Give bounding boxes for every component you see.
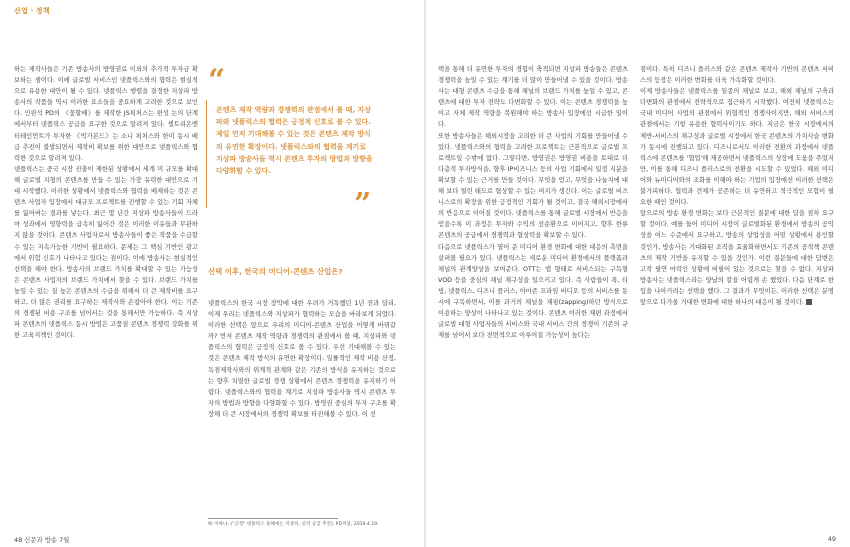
paragraph: 하는 제작사들은 기존 방송사의 방영권료 이외의 추가적 투자금 확보하는 셈이다. 이에 글로벌 서비스인 넷플릭스와의 협력은 현실적으로 유용한 대안이 될 수 있다. 넷플릭스 행렬을 결정한 지상파 방송사의 작품들 역시 이러한 요소들을 중요하게 고려한 것으로 보인다. 인판석 PD의 《꽃할배》를 제작한 JS픽처스는 편성 논의 단계에서부터 넷플릭스 공급을 요구한 것으로 알려져 있다. 셀트리온엔터테인먼트가 투자한 《빅가본드》는 소니 픽처스와 한미 동시 배급 추진이 불발되면서 제작비 확보를 위한 대안으로 넷플릭스와 협력한 것으로 알려져 있다.	[14, 66, 198, 162]
paragraph: 또한 방송사들은 해외시장을 고려한 더 큰 사업의 기회를 만들어낼 수 있다. 넷플릭스와의 협력을 고려한 프로젝트는 근본적으로 글로벌 프로젝트일 수밖에 없다. 그렇다면, 방영권은 방영권 비용을 토대로 더 다층적 투자방식을, 향후 IP비즈니스 등의 사업 기회에서 일정 지분을 확보할 수 있는 근거를 만들 것이다. 무엇을 얻고, 무엇을 나눌지에 대해 보다 열린 태도로 협상할 수 있는 여지가 생긴다. 이는 글로벌 비즈니스로의 확장을 위한 긍정적인 기회가 될 것이고, 결국 해외시장에서의 반응으로 이어질 것이다. 넷플릭스를 통해 글로벌 시장에서 반응을 얻을수록 이 과정은 투자와 수익의 선순환으로 이어지고, 향후 한류 콘텐츠의 공급에서 경쟁력과 협상력을 확보할 수 있다.	[438, 132, 628, 240]
section-subheading: 선택 이후, 한국의 미디어-콘텐츠 산업은?	[208, 267, 343, 276]
footnote-rule	[208, 518, 338, 519]
column-3	[438, 64, 628, 530]
folio-left: 48 신문과 방송 7월	[14, 536, 70, 544]
column-2	[208, 298, 396, 516]
footnote: 9) 이하나, ("긍정" 넷플릭스 올해에는 지상파, 신작 공급 추진), PD저널, 2019.4.19.	[208, 522, 379, 527]
column-4	[640, 64, 834, 504]
end-mark-icon	[806, 299, 812, 305]
paragraph: 넷플릭스의 한국 시장 장악에 대한 우려가 거독했던 1년 전과 달리, 이제 우리는 넷플릭스와 지상파가 협력하는 모습을 바라보게 되었다. 이러한 선택은 앞으로 우리의 미디어-콘텐츠 산업을 어떻게 바꿔갈까? 먼저 콘텐츠 제작 역량과 경쟁력의 관점에서 볼 때, 지상파와 넷플릭스의 협력은 긍정적 신호로 볼 수 있다. 우선 기대해볼 수 있는 것은 콘텐츠 제작 방식의 유연한 확장이다. 일률적인 제작 비용 산정, 독점제작사와의 위계적 관계와 같은 기존의 방식을 유지하는 것으로는 향후 치열한 글로벌 경쟁 상황에서 콘텐츠 경쟁력을 유지하기 어렵다. 넷플릭스와의 협력을 계기로 지상파 방송사들 역시 콘텐츠 투자의 방법과 방향을 다양화할 수 있다. 방영권 중심의 투자 구조를 확장해 더 큰 시장에서의 경쟁력 확보를 타진해볼 수 있다. 이 선	[208, 300, 396, 418]
paragraph: 다음으로 넷플릭스가 열어 준 미디어 환경 변화에 대한 대응의 측면을 살펴볼 필요가 있다. 넷플릭스는 새로운 미디어 환경에서의 플랫폼과 채널의 관계양상을 보여준다. OTT는 앱 형태로 서비스되는 구독형 VOD 등을 중심의 채널 재구성을 일으키고 있다. 즉 사람들이 폭, 티빙, 넷플릭스, 디즈니 플러스, 아마존 프라임 비디오 등의 서비스를 동시에 구독하면서, 이를 과거의 채널을 재핑(zapping)하던 방식으로 이용하는 양상이 나타나고 있는 것이다. 콘텐츠 이러한 재편 과정에서 글로벌 대형 사업자들의 서비스와 국내 서비스 간의 경쟁이 기존의 규제를 넘어서 보다 전면적으로 이루어질 가능성이 높다는	[438, 243, 628, 340]
paragraph: 넷플릭스는 중국 시장 진출이 제한된 상황에서 세계 미 규모를 확대해 글로벌 지형의 콘텐츠를 만들 수 있는 가장 유력한 대안으로 기대 시작했다. 이러한 상황에서 넷플릭스와 협력을 배제하는 것은 콘텐츠 사업자 입장에서 대규모 프로젝트를 진행할 수 있는 기회 자체를 잃어버는 결과를 낳는다. 최근 몇 년간 지상파 방송사들이 드라마 성과에서 영향력을 급속히 잃어간 것은 이러한 이유들과 무관하지 않을 것이다. 콘텐츠 사업자로서 방송사들이 좋은 작품을 수급할 수 있는 지속가능한 기반이 필요하다. 문제는 그 핵심 기반인 광고에서 위험 신호가 나타나고 있다는 점이다. 이에 방송사는 현실적인 선택을 해야 한다. 방송사의 브랜드 가치를 확대할 수 있는 가능성은 콘텐츠 사업자의 브랜드 가치에서 찾을 수 있다. 브랜드 가치를 높일 수 있는 질 높은 콘텐츠의 수급을 위해서 더 큰 제작비를 요구하고, 더 많은 권리를 요구하는 제작사와 손잡아야 한다. 이는 기존의 경쟁된 비용 구조를 넘어서는 것을 통해서만 가능하다. 즉 지상파 콘텐츠의 넷플릭스 동시 방영은 고품질 콘텐츠 경쟁력 강화를 위한 고육지책인 것이다.	[14, 165, 198, 340]
paragraph: 점이다. 특히 디즈니 플러스와 같은 콘텐츠 제작사 기반의 콘텐츠 서비스의 등장은 이러한 변화를 더욱 가속화할 것이다.	[640, 66, 834, 85]
column-1	[14, 64, 198, 516]
folio-right: 49	[827, 535, 836, 543]
left-page	[0, 0, 424, 547]
right-page	[426, 0, 850, 547]
paragraph	[640, 208, 834, 308]
quote-rule	[206, 100, 207, 208]
pull-quote	[206, 63, 374, 222]
open-quote-icon: “	[208, 63, 226, 98]
close-quote-icon: ”	[354, 187, 372, 222]
paragraph-text: 앞으로의 방송 환경 변화는 보다 근본적인 질문에 대한 답을 점차 요구할 것이다. 예를 들어 미디어 시장이 글로벌화된 환경에서 방송의 공익성을 어느 수준에서 요구하고, 방송의 상업성을 어떤 상황에서 용인할 것인가, 방송사는 거대화된 조직을 효율화하면서도 기존의 공적책 콘텐츠의 제작 기반을 유지할 수 있을 것인가. 이런 질문들에 대한 답변은 고작 필연 마력인 상황에 버릴어 있는 것으로는 찾을 수 없다. 지상파 방송사는 넷플릭스라는 양날의 칼을 어렵게 손 했었다. 다음 단계로 한 입을 나아가려는 선택을 했다. 그 결과가 무엇이든, 이러한 선택은 분명 앞으로 다가올 거대한 변화에 대한 하나의 대응이 될 것이다.	[640, 210, 834, 306]
paragraph: 이제 방송사들은 넷플릭스를 일종의 채널로 보고, 해외 채널의 구축과 다변화의 관점에서 전략적으로 접근하기 시작했다. 여전히 넷플릭스는 국내 미디어 사업의 관점에서 위협적인 경쟁사이지만, 해외 서비스의 관점에서는 기항 유용한 협력사이기도 하다. 지금은 한국 시장에서의 제반-서비스의 재구성과 글로벌 시장에서 한국 콘텐츠의 가치사슬 변화가 동시에 진행되고 있다. 디즈니로서도 이러한 전환의 과정에서 넷플릭스에 콘텐츠를 '협업'해 제공하면서 넷플릭스의 성장에 도움을 주었지만, 이를 통해 디즈니 플러스로의 전환을 시도할 수 있었다. 해외 미디어와 뉴미디어와의 조화를 이해야 하는 기업의 입장에선 이러한 선택은 불가피하다. 협력과 견제가 공존하는 더 유연하고 적극적인 모험이 필요한 때인 것이다.	[640, 88, 834, 207]
pull-quote-text: 콘텐츠 제작 역량과 경쟁력의 관점에서 볼 때, 지상파와 넷플릭스의 협력은 긍정적 신호로 볼 수 있다. 제일 먼저 기대해볼 수 있는 것은 콘텐츠 제작 방식의 유연한 확장이다. 넷플릭스와의 협력을 계기로 지상파 방송사들 역시 콘텐츠 투자의 방법과 방향을 다양화할 수 있다.	[216, 106, 373, 176]
paragraph: 택을 통해 더 유연한 투자의 경험이 축적되면 지상파 방송들은 콘텐츠 경쟁력을 높일 수 있는 계기를 더 많이 만들어낼 수 있을 것이다. 방송사는 대형 콘텐츠 수급을 통해 채널의 브랜드 가치를 높일 수 있고, 콘텐츠에 대한 투자 전략도 다변화할 수 있다. 이는 콘텐츠 경쟁력을 높이고 자체 제작 역량을 복원해야 하는 방송사 입장에선 시급한 일이다.	[438, 66, 628, 129]
section-tag: 산업ㆍ정책	[14, 7, 51, 15]
